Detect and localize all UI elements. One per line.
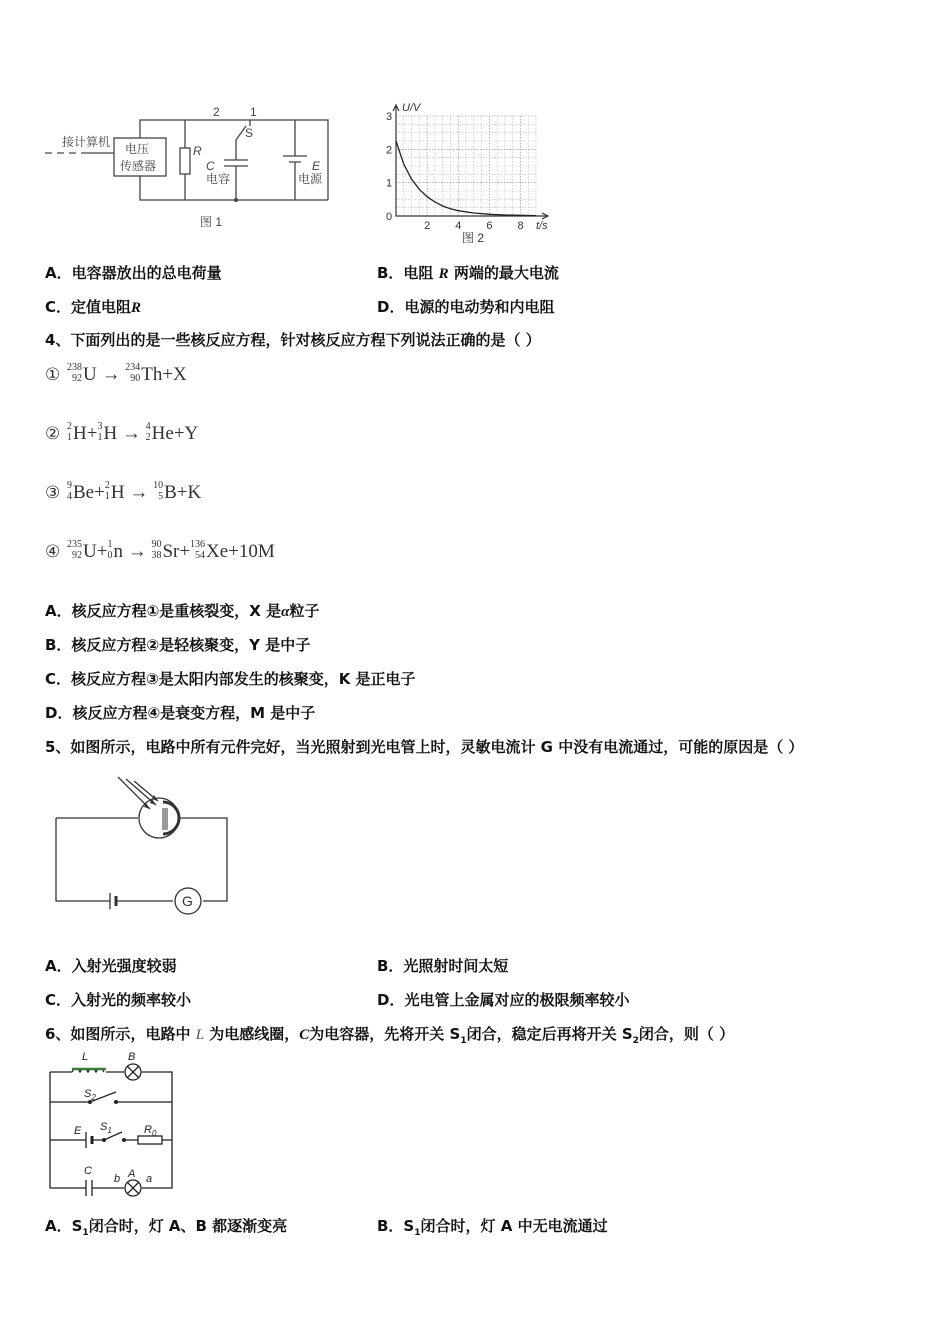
q6-s2-label: $S_2$: [84, 1088, 96, 1102]
sensor-label-1: 电压: [125, 142, 150, 156]
x-tick-label: 2: [424, 220, 431, 232]
chart-grid: [396, 116, 536, 216]
position-2-label: 2: [213, 105, 220, 119]
q5-option-d[interactable]: D．光电管上金属对应的极限频率较小: [377, 991, 630, 1009]
capacitor-text: 电容: [206, 172, 231, 186]
q6-option-b[interactable]: B．$S_1$闭合时，灯 A 中无电流通过: [377, 1217, 608, 1238]
q4-equation-2: ② 2 1 H+ 3 1 H → 4 2 He+Y: [45, 420, 199, 444]
q4-option-b[interactable]: B．核反应方程②是轻核聚变，Y 是中子: [45, 636, 311, 654]
q5-phototube-circuit: [50, 775, 240, 920]
q6-b-label: B: [128, 1051, 136, 1063]
y-axis-label: U/V: [402, 102, 421, 114]
q4-option-a[interactable]: A．核反应方程①是重核裂变，X 是α粒子: [45, 602, 320, 620]
figure-2-chart: [378, 98, 558, 248]
c-label: C: [206, 159, 215, 173]
x-tick-label: 6: [486, 220, 493, 232]
galvanometer-label: G: [182, 893, 193, 909]
q6-l-label: L: [82, 1051, 89, 1063]
q5-stem: 5、如图所示，电路中所有元件完好，当光照射到光电管上时，灵敏电流计 G 中没有电流通过，可能的原因是（ ）: [45, 738, 804, 756]
q6-a-terminal-label: a: [146, 1173, 153, 1185]
figure-2-caption: 图 2: [462, 231, 485, 245]
battery-e: [283, 120, 307, 200]
resistor-r0: [138, 1136, 162, 1144]
r-label: R: [193, 144, 202, 158]
x-tick-label: 4: [455, 220, 462, 232]
q5-option-b[interactable]: B．光照射时间太短: [377, 957, 509, 975]
s-label: S: [245, 126, 254, 140]
q6-a-lamp-label: A: [128, 1168, 136, 1180]
q6-stem: 6、如图所示，电路中 L 为电感线圈，C为电容器，先将开关 $S_1$闭合，稳定后再将开关 $S_2$闭合，则（ ）: [45, 1025, 735, 1046]
chart-axes: [393, 105, 548, 219]
q6-r0-label: $R_0$: [144, 1124, 157, 1138]
y-tick-label: 3: [386, 111, 393, 123]
sensor-label-2: 传感器: [120, 159, 157, 173]
light-rays: [118, 777, 158, 809]
q3-option-c[interactable]: C．定值电阻R: [45, 298, 142, 316]
figure-1-circuit: [40, 100, 340, 235]
y-tick-label: 2: [386, 144, 393, 157]
capacitor-c: [86, 1180, 92, 1196]
q3-option-b[interactable]: B．电阻 R 两端的最大电流: [377, 264, 559, 282]
figure-1-caption: 图 1: [200, 215, 223, 229]
q4-option-c[interactable]: C．核反应方程③是太阳内部发生的核聚变，K 是正电子: [45, 670, 416, 688]
position-1-label: 1: [250, 105, 257, 119]
x-tick-label: 8: [517, 220, 524, 232]
q4-equation-1: ① 238 92 U → 234 90 Th+X: [45, 361, 187, 385]
q4-equation-4: ④ 235 92 U+ 1 0 n → 90 38 Sr+ 136 54 Xe+10M: [45, 538, 275, 562]
capacitor-c: [224, 140, 248, 200]
q6-lc-circuit: [44, 1050, 184, 1200]
q3-option-a[interactable]: A．电容器放出的总电荷量: [45, 264, 222, 282]
switch-s2: [50, 1092, 172, 1102]
computer-label: 接计算机: [62, 135, 111, 149]
x-axis-label: t/s: [536, 220, 548, 232]
q5-option-c[interactable]: C．入射光的频率较小: [45, 991, 192, 1009]
q6-s1-label: $S_1$: [100, 1121, 112, 1135]
q4-equation-3: ③ 9 4 Be+ 2 1 H → 10 5 B+K: [45, 479, 202, 503]
resistor-r: [180, 148, 190, 174]
y-tick-label: 0: [386, 211, 393, 223]
source-text: 电源: [298, 172, 323, 186]
q5-option-a[interactable]: A．入射光强度较弱: [45, 957, 177, 975]
y-tick-label: 1: [386, 177, 393, 190]
q4-stem: 4、下面列出的是一些核反应方程，针对核反应方程下列说法正确的是（ ）: [45, 331, 541, 349]
q4-option-d[interactable]: D．核反应方程④是衰变方程，M 是中子: [45, 704, 316, 722]
q6-e-label: E: [74, 1125, 82, 1137]
q5-wires: [56, 818, 227, 901]
q3-option-d[interactable]: D．电源的电动势和内电阻: [377, 298, 555, 316]
q6-option-a[interactable]: A．$S_1$闭合时，灯 A、B 都逐渐变亮: [45, 1217, 288, 1238]
q6-b-terminal-label: b: [114, 1173, 121, 1185]
q6-c-label: C: [84, 1165, 92, 1177]
e-label: E: [312, 159, 321, 173]
